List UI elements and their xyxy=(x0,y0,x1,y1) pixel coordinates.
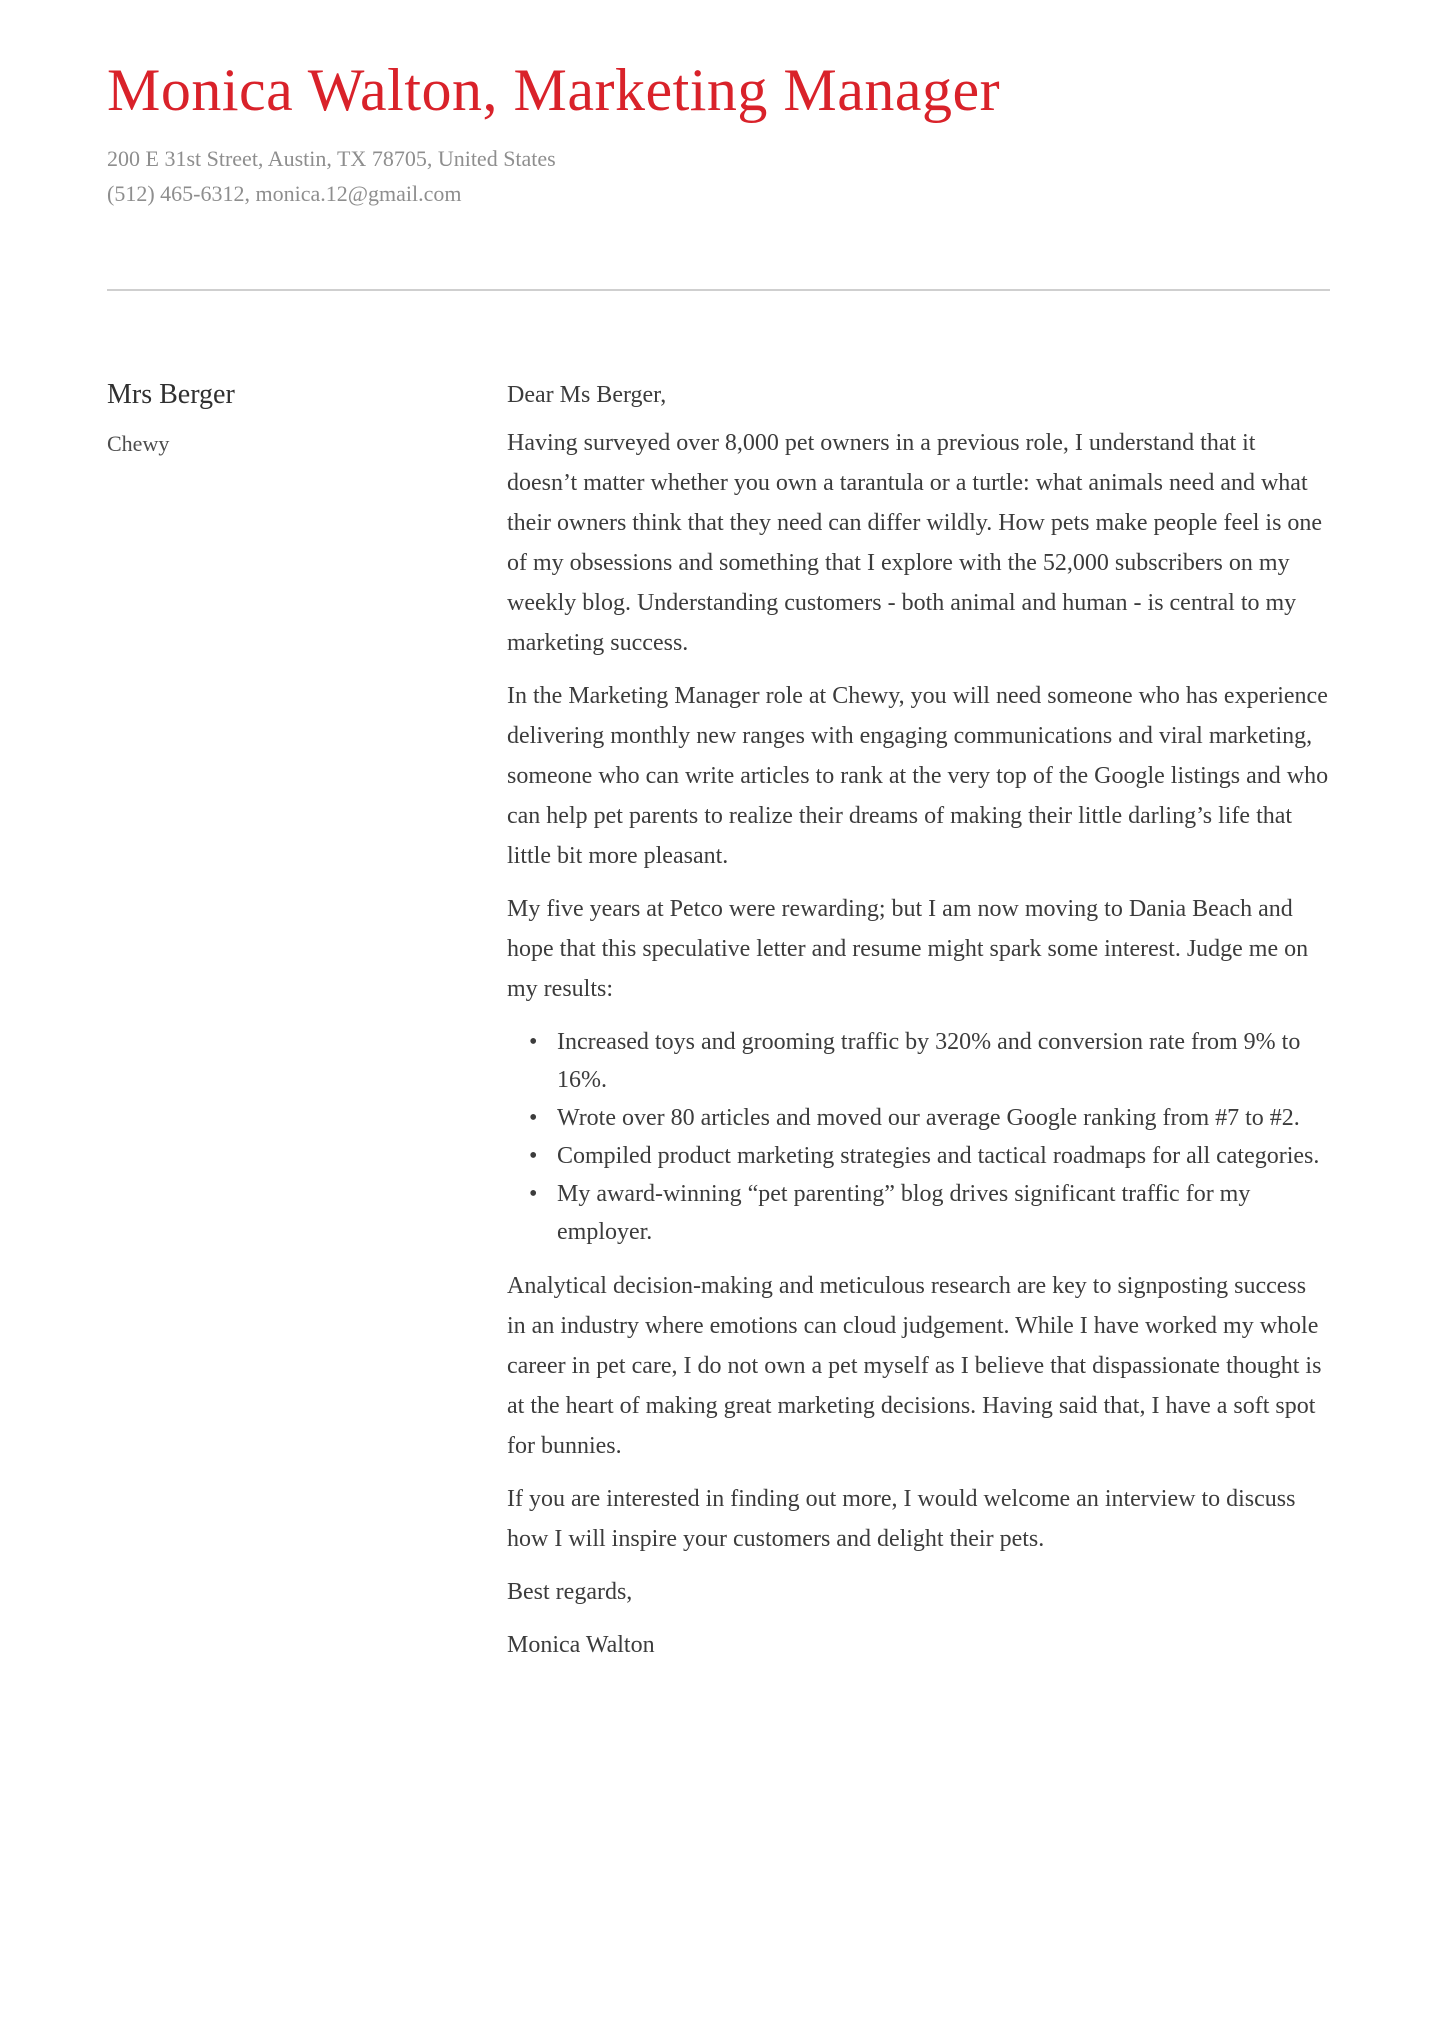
body-paragraph: Having surveyed over 8,000 pet owners in a previous role, I understand that it doesn’t matter whether you own a tarantula or a turtle: what animals need and what their owners think that they need can differ wildly. How pets make people feel is one of my obsessions and something that I explore with the 52,000 subscribers on my weekly blog. Understanding customers - both animal and human - is central to my marketing success. xyxy=(507,430,1323,656)
bullet-item xyxy=(507,1175,1330,1251)
bullet-item xyxy=(507,1023,1330,1099)
recipient-block xyxy=(107,375,507,461)
bullet-icon: • xyxy=(529,1105,538,1131)
bullet-item xyxy=(507,1099,1330,1137)
bullet-item xyxy=(507,1137,1330,1175)
bullet-text: Increased toys and grooming traffic by 320% and conversion rate from 9% to 16%. xyxy=(557,1029,1301,1093)
letter-body-layout xyxy=(107,375,1330,1678)
bullet-icon: • xyxy=(529,1029,538,1055)
bullet-text: My award-winning “pet parenting” blog drives significant traffic for my employer. xyxy=(557,1181,1251,1245)
page-title: Monica Walton, Marketing Manager xyxy=(107,57,1001,123)
bullet-list xyxy=(507,1023,1330,1251)
header-divider xyxy=(107,289,1330,291)
signature: Monica Walton xyxy=(507,1632,655,1658)
bullet-icon: • xyxy=(529,1181,538,1207)
recipient-company: Chewy xyxy=(107,431,170,456)
address-line: 200 E 31st Street, Austin, TX 78705, United States xyxy=(107,146,556,171)
body-paragraph: My five years at Petco were rewarding; but I am now moving to Dania Beach and hope that this speculative letter and resume might spark some interest. Judge me on my results: xyxy=(507,896,1309,1002)
body-paragraph: Analytical decision-making and meticulous research are key to signposting success in an industry where emotions can cloud judgement. While I have worked my whole career in pet care, I do not own a pet myself as I believe that dispassionate thought is at the heart of making great marketing decisions. Having said that, I have a soft spot for bunnies. xyxy=(507,1273,1322,1459)
letter-text xyxy=(507,375,1330,1678)
body-paragraph: In the Marketing Manager role at Chewy, you will need someone who has experience delivering monthly new ranges with engaging communications and viral marketing, someone who can write articles to rank at the very top of the Google listings and who can help pet parents to realize their dreams of making their little darling’s life that little bit more pleasant. xyxy=(507,683,1329,869)
signoff: Best regards, xyxy=(507,1579,633,1605)
bullet-text: Compiled product marketing strategies and tactical roadmaps for all categories. xyxy=(557,1143,1320,1169)
body-paragraph: If you are interested in finding out more, I would welcome an interview to discuss how I will inspire your customers and delight their pets. xyxy=(507,1486,1296,1552)
contact-line: (512) 465-6312, monica.12@gmail.com xyxy=(107,181,462,206)
recipient-name: Mrs Berger xyxy=(107,379,235,410)
bullet-icon: • xyxy=(529,1143,538,1169)
salutation: Dear Ms Berger, xyxy=(507,382,667,408)
bullet-text: Wrote over 80 articles and moved our average Google ranking from #7 to #2. xyxy=(557,1105,1300,1131)
